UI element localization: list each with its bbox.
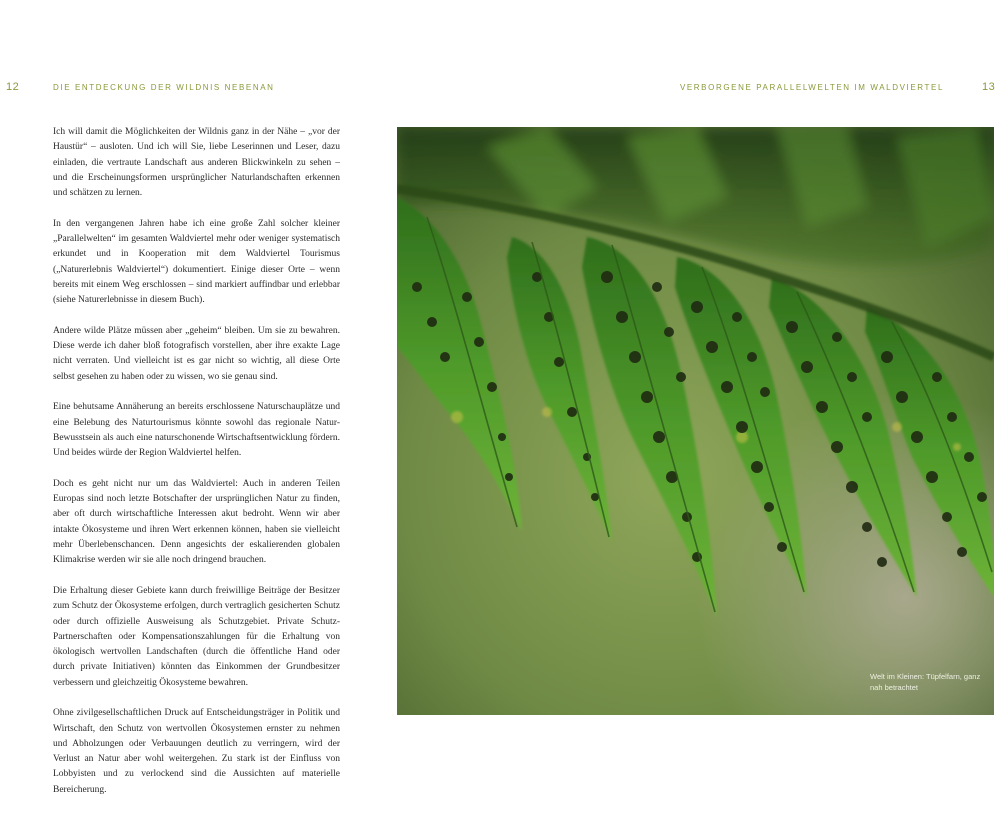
right-page-number: 13 [982,81,996,93]
fern-illustration [397,127,994,715]
paragraph: Doch es geht nicht nur um das Waldviertel: Auch in anderen Teilen Europas sind noch letzte Botschafter der ursprünglichen Natur zu finden, aber oft durch wirtschaftliche Interessen akut bedroht. Wenn wir aber intakte Ökosysteme und ihren Wert erkennen können, haben sie vielleicht mehr Überlebenschancen. Denn angesichts der eskalierenden globalen Klimakrise werden wir sie alle noch dringend brauchen. [53,478,340,566]
paragraph: Ich will damit die Möglichkeiten der Wildnis ganz in der Nähe – „vor der Haustür“ – ausloten. Und ich will Sie, liebe Leserinnen und Leser, dazu einladen, die vertraute Landschaft aus anderen Blickwinkeln zu sehen – und die Erscheinungsformen ursprünglicher Naturlandschaften erkennen und schätzen zu lernen. [53,127,340,199]
fern-photo [397,127,994,715]
paragraph: Ohne zivilgesellschaftlichen Druck auf Entscheidungsträger in Politik und Wirtschaft, den Schutz von wertvollen Ökosystemen ernster zu nehmen und Abholzungen oder Verbauungen deutlich zu verringern, wird der Verlust an Natur aber wohl weitergehen. Zu stark ist der Einfluss von Lobbyisten und zu verlockend sind die Aussichten auf materielle Bereicherung. [53,708,340,795]
paragraph: Andere wilde Plätze müssen aber „geheim“ bleiben. Um sie zu bewahren. Diese werde ich daher bloß fotografisch vorstellen, aber ihre exakte Lage nicht verraten. Und vielleicht ist es gar nicht so wichtig, all diese Orte selbst gesehen zu haben oder zu wissen, wo sie genau sind. [53,325,340,382]
paragraph: In den vergangenen Jahren habe ich eine große Zahl solcher kleiner „Parallelwelten“ im gesamten Waldviertel mehr oder weniger systematisch erkundet und in Kooperation mit dem Waldviertel Tourismus („Naturerlebnis Waldviertel“) dokumentiert. Einige dieser Orte – wenn bereits mit einem Weg erschlossen – sind markiert auffindbar und erlebbar (siehe Naturerlebnisse in diesem Buch). [53,218,340,306]
photo-caption: Welt im Kleinen: Tüpfelfarn, ganz nah betrachtet [870,672,981,692]
left-running-head: DIE ENTDECKUNG DER WILDNIS NEBENAN [53,83,275,92]
paragraph: Die Erhaltung dieser Gebiete kann durch freiwillige Beiträge der Besitzer zum Schutz der Ökosysteme erfolgen, durch vertraglich gesicherten Schutz oder durch offizielle Ausweisung als Schutzgebiet. Private Schutz-Partnerschaften oder Kompensationszahlungen für die Erhaltung von ökologisch wertvollen Landschaften (durch die öffentliche Hand oder durch private Initiativen) könnten das Einkommen der Grundbesitzer verbessern und gleichzeitig Ökosysteme bewahren. [53,585,340,688]
left-page-number: 12 [6,81,20,93]
right-running-head: VERBORGENE PARALLELWELTEN IM WALDVIERTEL [679,83,944,92]
paragraph: Eine behutsame Annäherung an bereits erschlossene Naturschauplätze und eine Belebung des Naturtourismus könnte sowohl das regionale Natur-Bewusstsein als auch eine naturschonende Wirtschaftsentwicklung fördern. Und beides würde der Region Waldviertel helfen. [53,402,340,459]
body-text-column [53,125,340,813]
